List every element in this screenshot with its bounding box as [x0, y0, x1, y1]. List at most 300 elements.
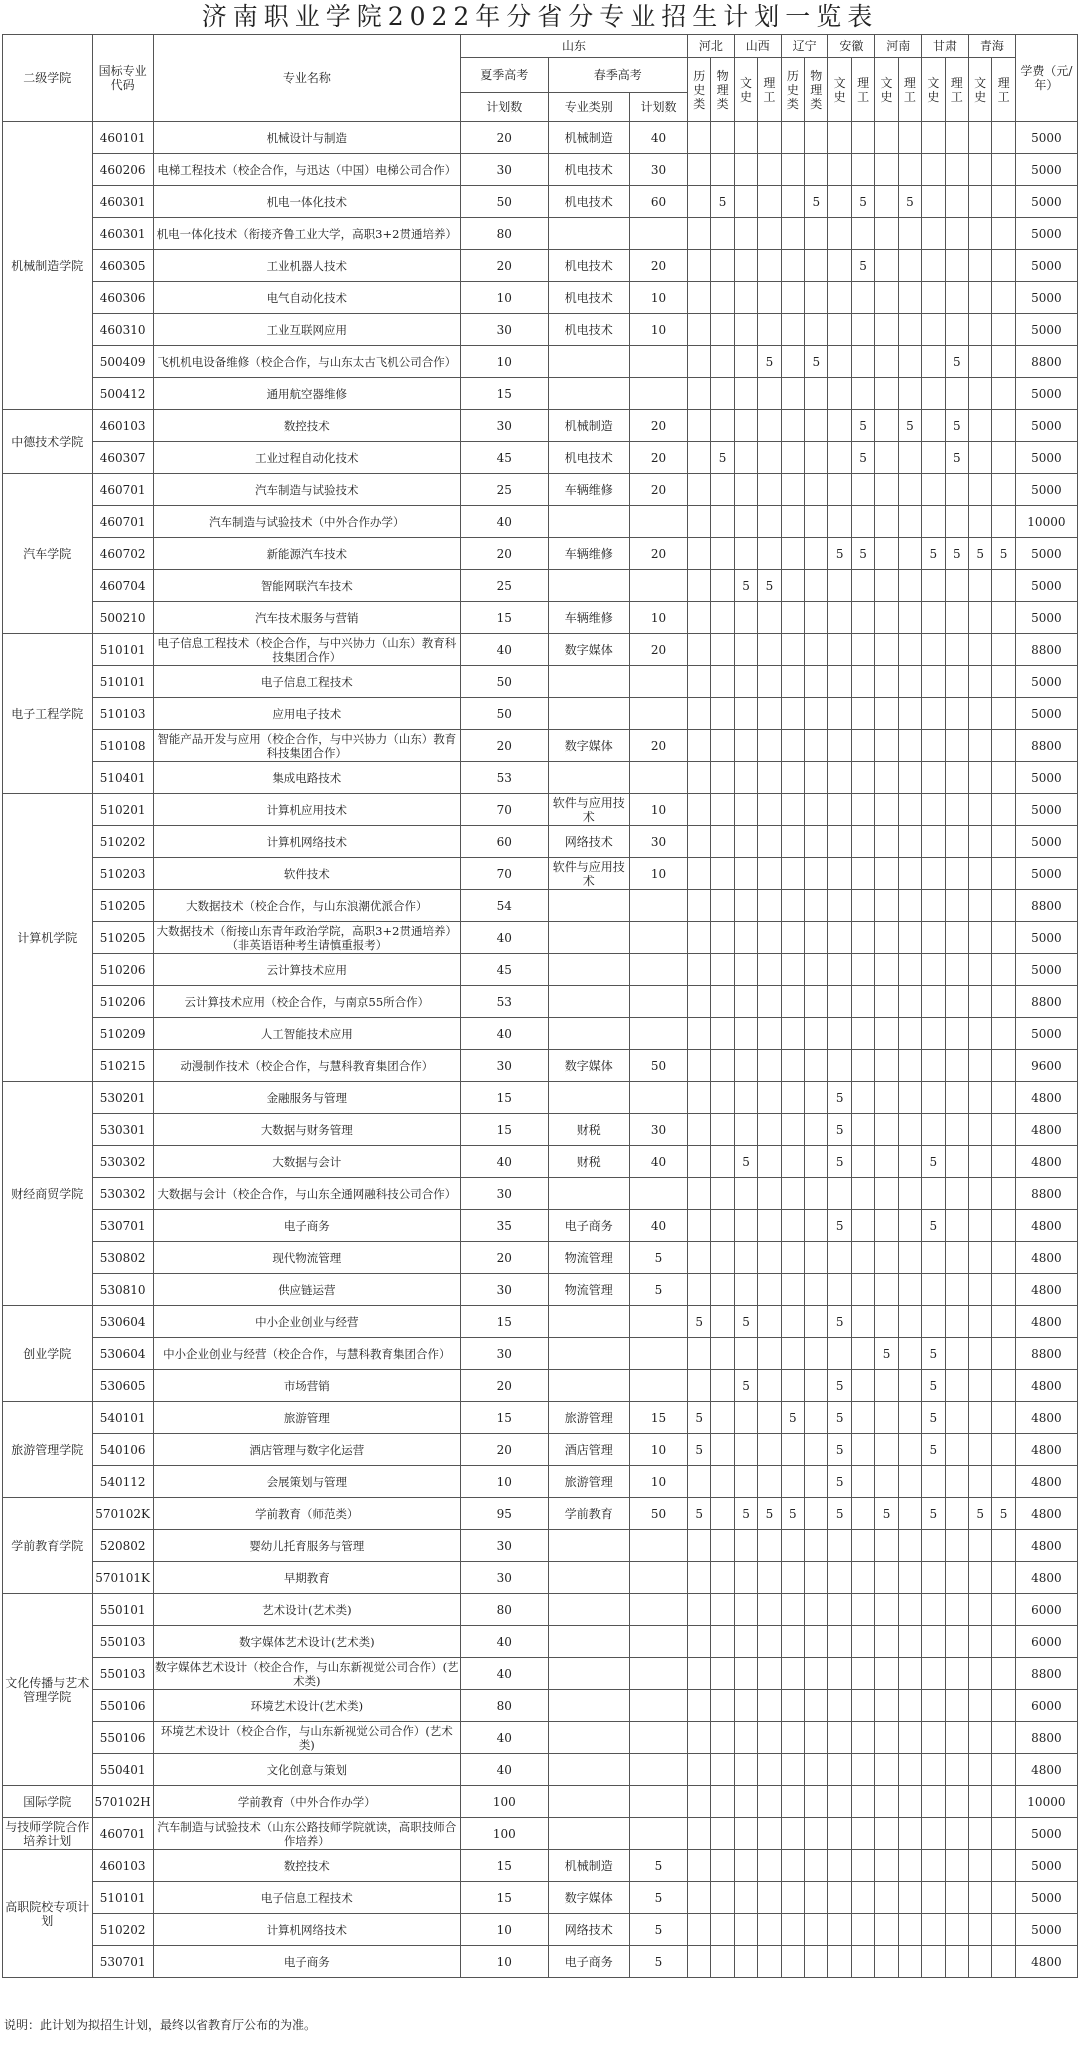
summer-count-cell: 20: [461, 730, 549, 762]
province-count-cell: [688, 1114, 711, 1146]
province-count-cell: [945, 1754, 968, 1786]
major-cell: 电梯工程技术（校企合作，与迅达（中国）电梯公司合作）: [153, 154, 460, 186]
province-count-cell: 5: [688, 1402, 711, 1434]
fee-cell: 4800: [1015, 1466, 1077, 1498]
code-cell: 500412: [92, 378, 153, 410]
major-cell: 工业过程自动化技术: [153, 442, 460, 474]
summer-count-cell: 30: [461, 1338, 549, 1370]
major-cell: 学前教育（中外合作办学）: [153, 1786, 460, 1818]
province-count-cell: [688, 634, 711, 666]
province-count-cell: [688, 1146, 711, 1178]
province-count-cell: [781, 1114, 804, 1146]
province-count-cell: [875, 1370, 898, 1402]
province-count-cell: [805, 1146, 828, 1178]
province-count-cell: [968, 826, 991, 858]
province-count-cell: [688, 986, 711, 1018]
province-count-cell: [781, 154, 804, 186]
spring-count-cell: 5: [629, 1274, 687, 1306]
province-count-cell: [805, 1402, 828, 1434]
college-cell: 高职院校专项计划: [3, 1850, 93, 1978]
province-count-cell: [828, 1626, 851, 1658]
province-count-cell: [851, 1114, 874, 1146]
province-count-cell: [945, 1274, 968, 1306]
province-count-cell: [828, 1882, 851, 1914]
province-count-cell: [922, 1274, 945, 1306]
fee-cell: 4800: [1015, 1754, 1077, 1786]
province-count-cell: [734, 1690, 757, 1722]
province-count-cell: [711, 314, 734, 346]
header-summer: 夏季高考: [461, 58, 549, 93]
fee-cell: 4800: [1015, 1306, 1077, 1338]
table-body: [3, 122, 1078, 1978]
province-count-cell: [945, 826, 968, 858]
province-count-cell: [688, 538, 711, 570]
province-count-cell: [805, 1690, 828, 1722]
province-count-cell: [734, 1434, 757, 1466]
table-row: [3, 186, 1078, 218]
header-province-subcol: 理工: [945, 58, 968, 122]
province-count-cell: [781, 442, 804, 474]
header-province: 甘肃: [922, 35, 969, 58]
province-count-cell: [851, 1274, 874, 1306]
summer-count-cell: 20: [461, 122, 549, 154]
province-count-cell: [828, 378, 851, 410]
spring-category-cell: 车辆维修: [548, 602, 629, 634]
summer-count-cell: 70: [461, 858, 549, 890]
spring-category-cell: [548, 1306, 629, 1338]
province-count-cell: [805, 538, 828, 570]
province-count-cell: [898, 794, 921, 826]
province-count-cell: [711, 1754, 734, 1786]
province-count-cell: [851, 1242, 874, 1274]
province-count-cell: [945, 1082, 968, 1114]
header-spring-category: 专业类别: [548, 93, 629, 122]
province-count-cell: [711, 1626, 734, 1658]
fee-cell: 10000: [1015, 1786, 1077, 1818]
major-cell: 早期教育: [153, 1562, 460, 1594]
college-cell: 财经商贸学院: [3, 1082, 93, 1306]
province-count-cell: [711, 1146, 734, 1178]
spring-category-cell: [548, 698, 629, 730]
header-province-subcol: 文史: [828, 58, 851, 122]
province-count-cell: [875, 538, 898, 570]
province-count-cell: [781, 1370, 804, 1402]
major-cell: 汽车制造与试验技术（山东公路技师学院就读，高职技师合作培养）: [153, 1818, 460, 1850]
province-count-cell: [922, 346, 945, 378]
spring-count-cell: [629, 1722, 687, 1754]
province-count-cell: [781, 1626, 804, 1658]
code-cell: 530701: [92, 1210, 153, 1242]
province-count-cell: [828, 1050, 851, 1082]
province-count-cell: [851, 1626, 874, 1658]
province-count-cell: [851, 698, 874, 730]
province-count-cell: [898, 826, 921, 858]
spring-count-cell: 30: [629, 1114, 687, 1146]
province-count-cell: [734, 1626, 757, 1658]
province-count-cell: [781, 1178, 804, 1210]
province-count-cell: [781, 1914, 804, 1946]
province-count-cell: 5: [734, 1498, 757, 1530]
major-cell: 人工智能技术应用: [153, 1018, 460, 1050]
province-count-cell: [898, 538, 921, 570]
province-count-cell: [922, 1242, 945, 1274]
province-count-cell: [688, 954, 711, 986]
province-count-cell: [758, 890, 781, 922]
major-cell: 应用电子技术: [153, 698, 460, 730]
spring-count-cell: [629, 1594, 687, 1626]
province-count-cell: [992, 666, 1015, 698]
fee-cell: 5000: [1015, 570, 1077, 602]
province-count-cell: [711, 1082, 734, 1114]
province-count-cell: [758, 378, 781, 410]
spring-count-cell: [629, 666, 687, 698]
code-cell: 530302: [92, 1178, 153, 1210]
major-cell: 汽车技术服务与营销: [153, 602, 460, 634]
province-count-cell: 5: [945, 442, 968, 474]
province-count-cell: [968, 1434, 991, 1466]
province-count-cell: [898, 1658, 921, 1690]
province-count-cell: [851, 666, 874, 698]
province-count-cell: [781, 218, 804, 250]
province-count-cell: [734, 1178, 757, 1210]
province-count-cell: 5: [828, 1434, 851, 1466]
province-count-cell: [922, 922, 945, 954]
spring-count-cell: 20: [629, 730, 687, 762]
province-count-cell: [992, 410, 1015, 442]
province-count-cell: [992, 1626, 1015, 1658]
header-spring: 春季高考: [548, 58, 687, 93]
province-count-cell: 5: [922, 538, 945, 570]
province-count-cell: [945, 378, 968, 410]
province-count-cell: [734, 378, 757, 410]
province-count-cell: 5: [711, 442, 734, 474]
province-count-cell: [968, 1626, 991, 1658]
province-count-cell: [734, 154, 757, 186]
province-count-cell: [711, 1562, 734, 1594]
major-cell: 数字媒体艺术设计(艺术类): [153, 1626, 460, 1658]
summer-count-cell: 25: [461, 570, 549, 602]
province-count-cell: [781, 1946, 804, 1978]
province-count-cell: [922, 1818, 945, 1850]
code-cell: 460704: [92, 570, 153, 602]
province-count-cell: [781, 282, 804, 314]
code-cell: 510401: [92, 762, 153, 794]
province-count-cell: [711, 986, 734, 1018]
province-count-cell: [922, 1466, 945, 1498]
province-count-cell: [875, 1786, 898, 1818]
summer-count-cell: 15: [461, 602, 549, 634]
province-count-cell: [781, 634, 804, 666]
header-province: 河南: [875, 35, 922, 58]
major-cell: 飞机机电设备维修（校企合作，与山东太古飞机公司合作）: [153, 346, 460, 378]
major-cell: 大数据与财务管理: [153, 1114, 460, 1146]
province-count-cell: [734, 1466, 757, 1498]
province-count-cell: [805, 698, 828, 730]
province-count-cell: [851, 282, 874, 314]
province-count-cell: [968, 954, 991, 986]
province-count-cell: [781, 666, 804, 698]
code-cell: 510108: [92, 730, 153, 762]
province-count-cell: [828, 1018, 851, 1050]
province-count-cell: [875, 1754, 898, 1786]
province-count-cell: [945, 1338, 968, 1370]
table-row: [3, 1082, 1078, 1114]
code-cell: 510206: [92, 986, 153, 1018]
province-count-cell: [968, 378, 991, 410]
province-count-cell: [968, 1242, 991, 1274]
fee-cell: 4800: [1015, 1370, 1077, 1402]
spring-category-cell: 电子商务: [548, 1946, 629, 1978]
province-count-cell: [805, 410, 828, 442]
province-count-cell: [711, 570, 734, 602]
province-count-cell: [898, 1690, 921, 1722]
province-count-cell: [922, 1946, 945, 1978]
fee-cell: 5000: [1015, 762, 1077, 794]
header-province-subcol: 理工: [898, 58, 921, 122]
enrollment-plan-table: [2, 34, 1078, 1978]
table-row: [3, 1562, 1078, 1594]
province-count-cell: 5: [922, 1434, 945, 1466]
spring-count-cell: 20: [629, 538, 687, 570]
province-count-cell: [875, 1082, 898, 1114]
province-count-cell: [688, 1722, 711, 1754]
code-cell: 460103: [92, 1850, 153, 1882]
spring-category-cell: [548, 346, 629, 378]
province-count-cell: [875, 1658, 898, 1690]
major-cell: 机械设计与制造: [153, 122, 460, 154]
province-count-cell: [922, 154, 945, 186]
header-province-subcol: 理工: [758, 58, 781, 122]
fee-cell: 4800: [1015, 1562, 1077, 1594]
province-count-cell: [734, 730, 757, 762]
province-count-cell: [758, 1562, 781, 1594]
province-count-cell: [875, 858, 898, 890]
province-count-cell: [828, 1658, 851, 1690]
province-count-cell: [828, 1818, 851, 1850]
fee-cell: 8800: [1015, 1338, 1077, 1370]
province-count-cell: [992, 1210, 1015, 1242]
province-count-cell: [828, 1850, 851, 1882]
province-count-cell: [711, 1274, 734, 1306]
province-count-cell: [781, 538, 804, 570]
province-count-cell: [688, 1562, 711, 1594]
province-count-cell: [781, 1306, 804, 1338]
province-count-cell: [734, 1754, 757, 1786]
fee-cell: 4800: [1015, 1114, 1077, 1146]
spring-category-cell: [548, 218, 629, 250]
province-count-cell: [968, 1882, 991, 1914]
table-row: [3, 122, 1078, 154]
province-count-cell: [922, 1882, 945, 1914]
spring-count-cell: [629, 570, 687, 602]
spring-count-cell: 10: [629, 1466, 687, 1498]
table-row: [3, 1722, 1078, 1754]
summer-count-cell: 53: [461, 762, 549, 794]
province-count-cell: [968, 1338, 991, 1370]
province-count-cell: [898, 666, 921, 698]
province-count-cell: [898, 922, 921, 954]
province-count-cell: [688, 122, 711, 154]
province-count-cell: [758, 858, 781, 890]
province-count-cell: [992, 1658, 1015, 1690]
province-count-cell: [828, 218, 851, 250]
fee-cell: 4800: [1015, 1146, 1077, 1178]
province-count-cell: [968, 442, 991, 474]
province-count-cell: [898, 282, 921, 314]
province-count-cell: [945, 1210, 968, 1242]
province-count-cell: 5: [828, 1498, 851, 1530]
major-cell: 环境艺术设计（校企合作，与山东新视觉公司合作）(艺术类): [153, 1722, 460, 1754]
province-count-cell: [734, 1946, 757, 1978]
province-count-cell: [898, 506, 921, 538]
spring-count-cell: 20: [629, 250, 687, 282]
spring-category-cell: 数字媒体: [548, 1050, 629, 1082]
code-cell: 510201: [92, 794, 153, 826]
province-count-cell: [875, 1626, 898, 1658]
province-count-cell: [968, 1562, 991, 1594]
province-count-cell: [922, 794, 945, 826]
province-count-cell: [992, 986, 1015, 1018]
province-count-cell: [945, 858, 968, 890]
province-count-cell: [851, 730, 874, 762]
province-count-cell: [945, 1850, 968, 1882]
province-count-cell: [875, 218, 898, 250]
code-cell: 530802: [92, 1242, 153, 1274]
code-cell: 570102H: [92, 1786, 153, 1818]
summer-count-cell: 20: [461, 1242, 549, 1274]
province-count-cell: [898, 1178, 921, 1210]
code-cell: 510103: [92, 698, 153, 730]
table-row: [3, 506, 1078, 538]
table-row: [3, 954, 1078, 986]
spring-category-cell: 物流管理: [548, 1274, 629, 1306]
province-count-cell: [851, 1850, 874, 1882]
province-count-cell: [828, 122, 851, 154]
province-count-cell: [758, 1082, 781, 1114]
province-count-cell: 5: [992, 1498, 1015, 1530]
province-count-cell: [711, 1946, 734, 1978]
province-count-cell: 5: [828, 1466, 851, 1498]
province-count-cell: [922, 1626, 945, 1658]
fee-cell: 5000: [1015, 442, 1077, 474]
province-count-cell: [922, 1082, 945, 1114]
province-count-cell: [828, 1722, 851, 1754]
province-count-cell: [898, 1050, 921, 1082]
province-count-cell: [898, 602, 921, 634]
province-count-cell: 5: [922, 1210, 945, 1242]
province-count-cell: [945, 1498, 968, 1530]
header-spring-count: 计划数: [629, 93, 687, 122]
province-count-cell: [758, 634, 781, 666]
table-row: [3, 1498, 1078, 1530]
major-cell: 会展策划与管理: [153, 1466, 460, 1498]
province-count-cell: [734, 634, 757, 666]
table-row: [3, 794, 1078, 826]
college-cell: 汽车学院: [3, 474, 93, 634]
college-cell: 电子工程学院: [3, 634, 93, 794]
code-cell: 460701: [92, 474, 153, 506]
code-cell: 460206: [92, 154, 153, 186]
summer-count-cell: 20: [461, 1370, 549, 1402]
major-cell: 数字媒体艺术设计（校企合作，与山东新视觉公司合作）(艺术类): [155, 1659, 459, 1688]
province-count-cell: 5: [945, 346, 968, 378]
province-count-cell: [828, 250, 851, 282]
summer-count-cell: 25: [461, 474, 549, 506]
province-count-cell: [688, 186, 711, 218]
province-count-cell: [758, 1658, 781, 1690]
spring-category-cell: [548, 1338, 629, 1370]
province-count-cell: [968, 1594, 991, 1626]
province-count-cell: [758, 538, 781, 570]
province-count-cell: [781, 1530, 804, 1562]
province-count-cell: [734, 218, 757, 250]
province-count-cell: [828, 602, 851, 634]
province-count-cell: [688, 474, 711, 506]
province-count-cell: [828, 570, 851, 602]
province-count-cell: [875, 1146, 898, 1178]
province-count-cell: [992, 506, 1015, 538]
table-row: [3, 1050, 1078, 1082]
province-count-cell: 5: [828, 1370, 851, 1402]
code-cell: 570101K: [92, 1562, 153, 1594]
province-count-cell: [805, 122, 828, 154]
province-count-cell: [875, 666, 898, 698]
province-count-cell: [875, 1018, 898, 1050]
province-count-cell: [922, 730, 945, 762]
table-row: [3, 378, 1078, 410]
province-count-cell: [758, 1242, 781, 1274]
province-count-cell: 5: [781, 1402, 804, 1434]
summer-count-cell: 40: [461, 1626, 549, 1658]
province-count-cell: [968, 1466, 991, 1498]
table-row: [3, 1914, 1078, 1946]
spring-category-cell: 数字媒体: [548, 730, 629, 762]
province-count-cell: [781, 570, 804, 602]
spring-count-cell: 40: [629, 1210, 687, 1242]
province-count-cell: [922, 1594, 945, 1626]
province-count-cell: 5: [851, 442, 874, 474]
spring-count-cell: [629, 762, 687, 794]
province-count-cell: [828, 1914, 851, 1946]
province-count-cell: [922, 378, 945, 410]
province-count-cell: [875, 602, 898, 634]
province-count-cell: [711, 1050, 734, 1082]
province-count-cell: [711, 346, 734, 378]
province-count-cell: [945, 570, 968, 602]
header-college: 二级学院: [3, 35, 93, 122]
province-count-cell: [851, 1466, 874, 1498]
code-cell: 510202: [92, 1914, 153, 1946]
province-count-cell: [758, 506, 781, 538]
code-cell: 520802: [92, 1530, 153, 1562]
province-count-cell: [992, 1818, 1015, 1850]
table-row: [3, 442, 1078, 474]
table-row: [3, 1306, 1078, 1338]
province-count-cell: [968, 122, 991, 154]
province-count-cell: [688, 1210, 711, 1242]
province-count-cell: [875, 1434, 898, 1466]
province-count-cell: [828, 666, 851, 698]
summer-count-cell: 10: [461, 1466, 549, 1498]
province-count-cell: [968, 634, 991, 666]
table-row: [3, 1690, 1078, 1722]
province-count-cell: [734, 506, 757, 538]
province-count-cell: 5: [688, 1498, 711, 1530]
province-count-cell: [688, 1018, 711, 1050]
table-header: [3, 35, 1078, 122]
province-count-cell: [922, 602, 945, 634]
province-count-cell: [711, 1594, 734, 1626]
